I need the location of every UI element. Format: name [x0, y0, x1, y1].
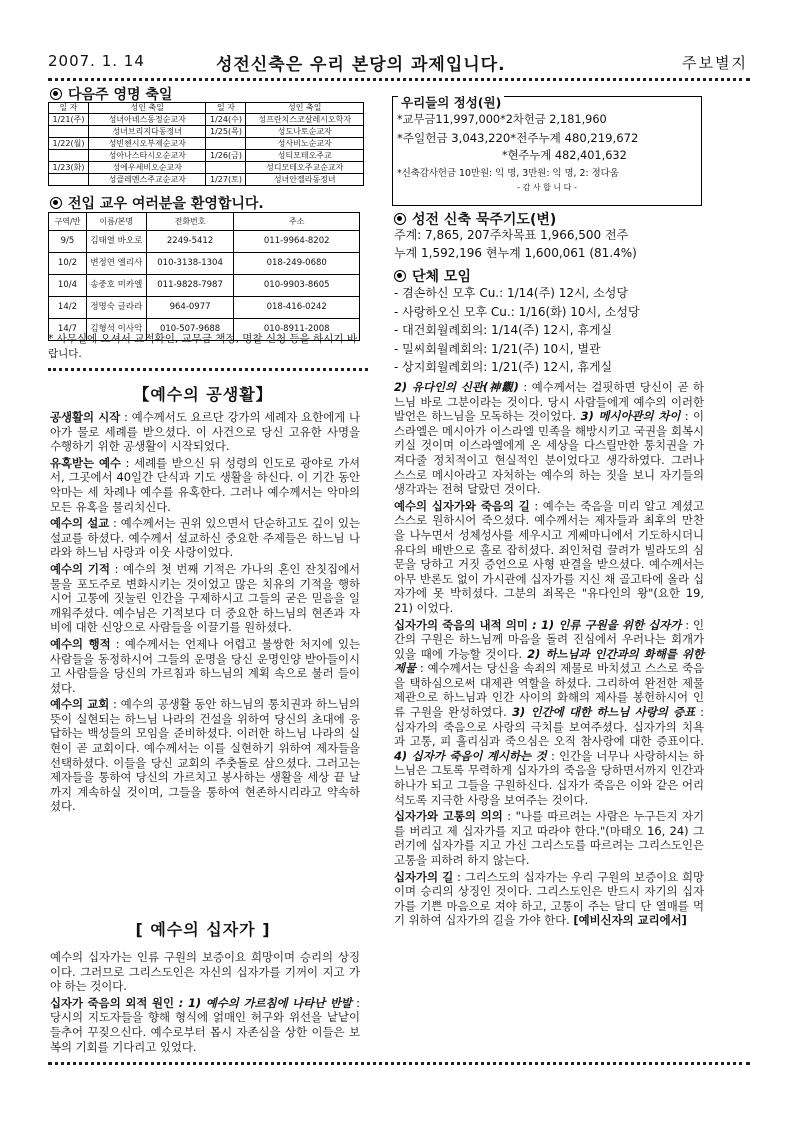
- bullet-icon: [50, 197, 62, 209]
- offering-title: 우리들의 정성(원): [398, 93, 504, 111]
- offering-line: - 감 사 합 니 다 -: [517, 183, 577, 192]
- issue-date: 2007. 1. 14: [48, 52, 145, 70]
- paragraph-lead: 예수의 설교: [50, 516, 110, 531]
- offering-line: *교무금11,997,000*2차헌금 2,181,960: [397, 113, 607, 126]
- paragraph-text: : "나를 따르려는 사람은 누구든지 자기를 버리고 제 십자가를 지고 따라야 한다."(마태오 16, 24) 그러기에 십자가를 지고 가신 그리스도를 따르려는 그리스도인은 고통을 피하려 하지 않는다.: [394, 809, 704, 867]
- article2-intro: 예수의 십자가는 인류 구원의 보증이요 희망이며 승리의 상징이다. 그러므로 그리스도인은 자신의 십자가를 기꺼이 지고 가야 하는 것이다.: [50, 950, 360, 994]
- paragraph-text: : 그리스도의 십자가는 우리 구원의 보증이요 희망이며 승리의 상징인 것이다. 그리스도인은 반드시 자기의 십자가를 기쁜 마음으로 져야 하고, 고통이 주는 달디 단 열매를 먹기 위하여 십자가의 길을 가야 한다.: [394, 869, 704, 928]
- article2-body-right: [394, 380, 704, 930]
- saint-date-cell: [49, 126, 89, 138]
- article-source: [예비신자의 교리에서]: [573, 913, 687, 928]
- article2-paragraph: [394, 618, 704, 808]
- prayer-line: 누계 1,592,196 현누계 1,600,061 (81.4%): [394, 246, 637, 260]
- group-item: - 대건회월례회의: 1/14(주) 12시, 휴게실: [394, 323, 613, 337]
- offering-line: *신축감사헌금 10만원: 익 명, 3만원: 익 명, 2: 정다움: [397, 168, 619, 179]
- saints-rows: [49, 114, 364, 186]
- paragraph-text: : 인간을 너무나 사랑하시는 하느님은 그토록 무력하게 십자가의 죽음을 당하면서까지 인간과 하나가 되고 그들을 구원하신다. 십자가 죽음은 이와 같은 어리석도록 지극한 사랑을 보여주는 것이다.: [394, 748, 704, 807]
- saint-name-cell: 성도나토순교자: [246, 126, 364, 138]
- newcomer-phone: 011-9828-7987: [146, 275, 234, 297]
- saints-row: [49, 114, 364, 126]
- newcomer-row: [49, 275, 360, 297]
- bullet-icon: [394, 213, 406, 225]
- col-saint: 성인 축일: [88, 103, 206, 114]
- paragraph-lead: 예수의 십자가와 죽음의 길: [394, 498, 530, 513]
- newcomer-district: 10/2: [49, 253, 87, 275]
- saint-date-cell: 1/22(월): [49, 138, 89, 150]
- paragraph-text: : 예수께서는 당신을 속죄의 제물로 바치셨고 스스로 죽음을 택하심으로써 대제관 역할을 하셨다. 그리하여 완전한 제물 제관으로 하느님과 인간 사이의 화해의 제사를 봉헌하시어 인류 구원을 완성하였다.: [394, 661, 704, 720]
- article2-paragraph: [50, 996, 360, 1054]
- footer-divider: [48, 1062, 750, 1065]
- article1-paragraph: [50, 410, 360, 454]
- saint-name-cell: 성녀안젤라동정녀: [246, 174, 364, 186]
- next-week-title: 다음주 영명 축일: [50, 84, 172, 104]
- paragraph-lead: 십자가 죽음의 외적 원인: [50, 995, 175, 1010]
- saints-row: [49, 162, 364, 174]
- article1-heading: 【예수의 공생활】: [133, 385, 273, 404]
- newcomers-col: 전화번호: [146, 213, 234, 231]
- paragraph-lead: 공생활의 시작: [50, 410, 121, 424]
- saint-name-cell: 성녀브리지다동정녀: [88, 126, 206, 138]
- newcomer-name: 정명숙 글라라: [86, 297, 146, 319]
- page-header: [48, 48, 748, 76]
- prayer-text: [394, 226, 714, 262]
- paragraph-subtitle: : 1) 예수의 가르침에 나타난 반발: [174, 995, 352, 1010]
- paragraph-lead: 유혹받는 예수: [50, 455, 121, 470]
- saint-name-cell: 성아나스타시오순교자: [88, 150, 206, 162]
- newcomers-table: [48, 212, 360, 341]
- newcomers-col: 구역/반: [49, 213, 87, 231]
- saint-date-cell: [206, 162, 246, 174]
- saint-name-cell: 성녀아녜스동정순교자: [88, 114, 206, 126]
- paragraph-text: : 십자가의 죽음으로 사랑의 극치를 보여주셨다. 십자가의 치욕과 고통, 피 흘리심과 죽으심은 오직 참사랑에 대한 증표이다.: [394, 705, 704, 749]
- newcomer-district: 9/5: [49, 231, 87, 253]
- saint-name-cell: 성디모테오주교순교자: [246, 162, 364, 174]
- newcomers-col: 주소: [234, 213, 360, 231]
- newcomer-row: [49, 231, 360, 253]
- saint-date-cell: 1/24(수): [206, 114, 246, 126]
- newcomer-district: 10/4: [49, 275, 87, 297]
- section-divider: [48, 368, 368, 371]
- paragraph-subtitle: 4) 십자가 죽음이 계시하는 것: [394, 748, 547, 763]
- header-divider: [48, 78, 750, 81]
- paragraph-text: : 예수께서는 권위 있으면서 단순하고도 깊이 있는 설교를 하셨다. 예수께서 설교하신 중요한 주제들은 하느님 나라와 하느님 사랑과 이웃 사랑이었다.: [50, 516, 360, 560]
- offering-box: [392, 96, 702, 206]
- group-item: - 사랑하오신 모후 Cu.: 1/16(화) 10시, 소성당: [394, 304, 640, 319]
- groups-list: [394, 284, 714, 377]
- paragraph-lead: 십자가와 고통의 의의: [394, 809, 503, 824]
- paragraph-text: : 세례를 받으신 뒤 성령의 인도로 광야로 가셔서, 그곳에서 40일간 단식과 기도 생활을 하신다. 이 기간 동안 악마는 세 차례나 예수를 유혹한다. 그러나 예수께서는 악마의 모든 유혹을 물리치신다.: [50, 455, 360, 514]
- saint-date-cell: [206, 138, 246, 150]
- paragraph-text: : 예수께서도 요르단 강가의 세례자 요한에게 나아가 물로 세례를 받으셨다. 이 사건으로 당신 고유한 사명을 수행하기 위한 공생활이 시작되었다.: [50, 410, 360, 454]
- newcomer-address: 010-8911-2008: [234, 319, 360, 341]
- paragraph-lead: 예수의 교회: [50, 697, 110, 712]
- article2-body-left: [50, 950, 360, 1056]
- paragraph-lead: 예수의 행적: [50, 636, 111, 651]
- newcomers-note: * 사무실에 오셔서 교적확인, 교무금 책정, 명찰 신청 등을 하시기 바랍니다.: [48, 333, 358, 360]
- saint-date-cell: [49, 150, 89, 162]
- paragraph-text: : 인간의 구원은 하느님께 마음을 돌려 진심에서 우러나는 회개가 있을 때에 가능할 것이다.: [394, 617, 705, 661]
- paragraph-text: : 예수는 죽음을 미리 알고 계셨고 스스로 원하시어 죽으셨다. 예수께서는 제자들과 최후의 만찬을 나누면서 성체성사를 세우시고 게쎄마니에서 기도하시더니 유다의 배반으로 홀로 잡히셨다. 죄인처럼 끌려가 빌라도의 심문을 당하고 거짓 증언으로 사형 판결을 받으셨다. 예수께서는 아무 반론도 없이 가시관에 십자가를 지신 채 골고타에 올라 십자가에 못 박히셨다. 그분의 죄목은 "유다인의 왕"(요한 19, 21) 이었다.: [394, 498, 705, 615]
- article1-paragraph: [50, 456, 360, 514]
- saint-name-cell: 성빈첸시오부제순교자: [88, 138, 206, 150]
- newcomer-address: 011-9964-8202: [234, 231, 360, 253]
- saint-date-cell: 1/23(화): [49, 162, 89, 174]
- paragraph-lead: 십자가의 길: [394, 869, 454, 884]
- newcomer-phone: 010-3138-1304: [146, 253, 234, 275]
- article1-paragraph: [50, 637, 360, 695]
- saint-name-cell: 성사비노순교자: [246, 138, 364, 150]
- col-date: 일 자: [49, 103, 89, 114]
- saints-row: [49, 126, 364, 138]
- paragraph-text: : 예수의 공생활 동안 하느님의 통치권과 하느님의 뜻이 실현되는 하느님 나라의 건설을 위하여 당신의 초대에 응답하는 백성들의 모임을 준비하셨다. 이러한 하느님 나라의 실현이 곧 교회이다. 예수께서는 이를 실현하기 위하여 제자들을 선택하셨다. 이들을 당신 교회의 주춧돌로 삼으셨다. 그러고는 제자들을 통하여 당신의 가르치고 봉사하는 생활을 세상 끝 날까지 계속하실 것이며, 그들을 통하여 현존하시리라고 약속하셨다.: [50, 697, 360, 814]
- newcomer-district: 14/2: [49, 297, 87, 319]
- newcomer-address: 010-9903-8605: [234, 275, 360, 297]
- article2-paragraph: [394, 499, 704, 616]
- newcomers-rows: [49, 231, 360, 341]
- saint-name-cell: 성에우세비오순교자: [88, 162, 206, 174]
- prayer-line: 주계: 7,865, 207주차목표 1,966,500 전주: [394, 228, 629, 242]
- article1-paragraph: [50, 697, 360, 814]
- offering-line: *주일헌금 3,043,220*전주누계 480,219,672: [397, 131, 639, 145]
- saint-date-cell: 1/25(목): [206, 126, 246, 138]
- paragraph-text: : 예수께서는 걸핏하면 당신이 곧 하느님 바로 그분이라는 것이다. 당시 사람들에게 예수의 이러한 발언은 하느님을 모독하는 것이었다.: [394, 380, 704, 424]
- paragraph-lead: 예수의 기적: [50, 561, 110, 576]
- article1-body: [50, 410, 360, 816]
- paragraph-text: : 이스라엘은 메시아가 이스라엘 민족을 해방시키고 국권을 회복시키실 것이며 이스라엘에게 온 세상을 다스릴만한 통치권을 가져다줄 정치적이고 현실적인 분이었다고 생각하였다. 그러나 스스로 메시아라고 자처하는 예수의 하는 짓을 보니 자기들의 생각과는 전혀 달랐던 것이다.: [394, 409, 704, 497]
- article2-paragraph: [394, 809, 704, 867]
- paragraph-subtitle: 2) 하느님과 인간과의 화해를 위한 제물: [394, 646, 704, 676]
- paragraph-text: : 당시의 지도자들을 향해 형식에 얽매인 허구와 위선을 낱낱이 들추어 꾸짖으신다. 예수로부터 몹시 자존심을 상한 이들은 보복의 기회를 기다리고 있었다.: [50, 995, 360, 1054]
- bullet-icon: [50, 88, 62, 100]
- newcomer-row: [49, 297, 360, 319]
- saint-date-cell: 1/27(토): [206, 174, 246, 186]
- page-title: 성전신축은 우리 본당의 과제입니다.: [216, 55, 506, 75]
- bulletin-type: 주보별지: [682, 54, 748, 72]
- group-item: - 상지회월례회의: 1/21(주) 12시, 휴게실: [394, 360, 613, 374]
- newcomer-phone: 2249-5412: [146, 231, 234, 253]
- group-item: - 밀씨회월례회의: 1/21(주) 10시, 별관: [394, 341, 601, 356]
- newcomer-phone: 964-0977: [146, 297, 234, 319]
- newcomers-col: 이름/본명: [86, 213, 146, 231]
- article1-paragraph: [50, 562, 360, 635]
- paragraph-text: : 예수의 첫 번째 기적은 가나의 혼인 잔칫집에서 물을 포도주로 변화시키는 것이었고 많은 치유의 기적을 행하시어 고통에 짓눌린 인간을 구제하시고 그들의 굳은 믿음을 일깨워주셨다. 예수님은 기적보다 더 중요한 하느님의 현존과 자비에 대한 신앙으로 사람들을 이끌기를 원하셨다.: [50, 561, 360, 635]
- newcomer-address: 018-249-0680: [234, 253, 360, 275]
- article2-paragraph: [394, 380, 704, 497]
- groups-title: 단체 모임: [394, 266, 471, 286]
- saint-date-cell: [49, 174, 89, 186]
- saint-date-cell: 1/21(주): [49, 114, 89, 126]
- saint-name-cell: 성티모테오주교: [246, 150, 364, 162]
- newcomer-name: 김형석 이사악: [86, 319, 146, 341]
- article1-paragraph: [50, 516, 360, 560]
- newcomer-district: 14/7: [49, 319, 87, 341]
- newcomers-title: 전입 교우 여러분을 환영합니다.: [50, 193, 264, 213]
- newcomer-phone: 010-507-9688: [146, 319, 234, 341]
- paragraph-subtitle: 3) 인간에 대한 하느님 사랑의 증표: [506, 705, 696, 720]
- saints-row: [49, 174, 364, 186]
- col-date: 일 자: [206, 103, 246, 114]
- saints-row: [49, 150, 364, 162]
- col-saint: 성인 축일: [246, 103, 364, 114]
- paragraph-subtitle: 3) 메시아관의 차이: [575, 409, 681, 424]
- saint-name-cell: 성프란치스코살레시오학자: [246, 114, 364, 126]
- paragraph-subtitle: 2) 유다인의 신관(神觀): [394, 380, 519, 394]
- saint-name-cell: 성클레멘스주교순교자: [88, 174, 206, 186]
- paragraph-lead: 십자가의 죽음의 내적 의미: [394, 617, 528, 632]
- paragraph-text: : 예수께서는 언제나 어렵고 불쌍한 처지에 있는 사람들을 동정하시어 그들의 운명을 당신 운명인양 받아들이시고 사람들을 당신의 가르침과 하느님의 계획 속으로 불러 들이셨다.: [50, 636, 361, 695]
- bullet-icon: [394, 270, 406, 282]
- saints-table: [48, 102, 364, 186]
- newcomer-address: 018-416-0242: [234, 297, 360, 319]
- prayer-title: 성전 신축 묵주기도(변): [394, 209, 556, 229]
- offering-line: *현주누계 482,401,632: [502, 149, 627, 162]
- newcomer-name: 변정연 엘리사: [86, 253, 146, 275]
- newcomer-name: 송중호 미카엘: [86, 275, 146, 297]
- saint-date-cell: 1/26(금): [206, 150, 246, 162]
- group-item: - 겸손하신 모후 Cu.: 1/14(주) 12시, 소성당: [394, 286, 628, 300]
- saints-row: [49, 138, 364, 150]
- paragraph-subtitle: : 1) 인류 구원을 위한 십자가: [527, 617, 682, 632]
- newcomer-name: 김태열 바오로: [86, 231, 146, 253]
- article2-paragraph: [394, 870, 704, 928]
- newcomer-row: [49, 253, 360, 275]
- article2-heading: [ 예수의 십자가 ]: [135, 920, 271, 939]
